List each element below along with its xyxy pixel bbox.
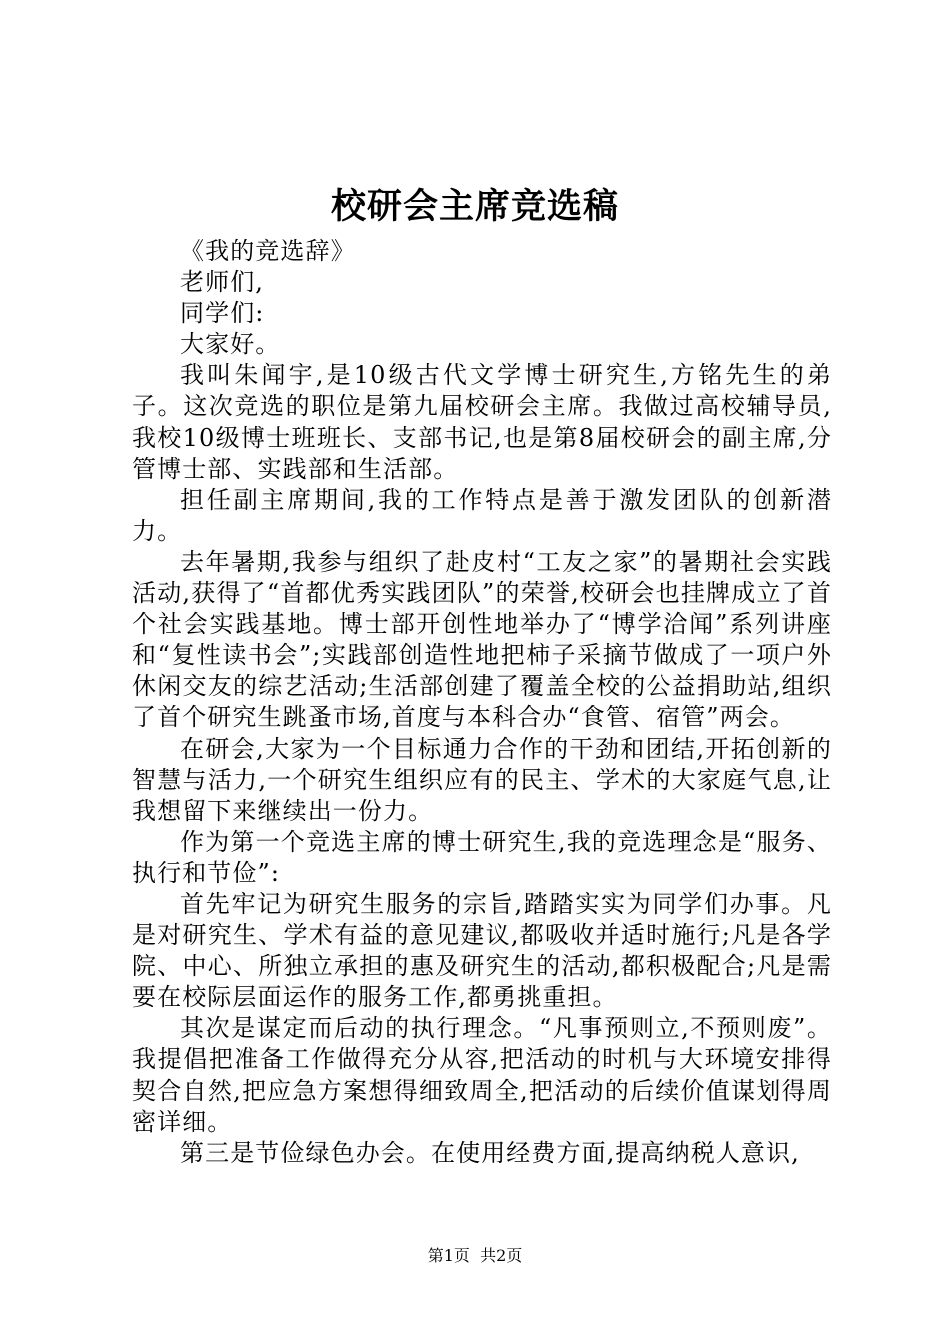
paragraph-achievements: 去年暑期,我参与组织了赴皮村“工友之家”的暑期社会实践活动,获得了“首都优秀实践团队”的荣誉,校研会也挂牌成立了首个社会实践基地。博士部开创性地举办了“博学洽闻”系列讲座和“复性读书会”;实践部创造性地把柿子采摘节做成了一项户外休闲交友的综艺活动;生活部创建了覆盖全校的公益捐助站,组织了首个研究生跳蚤市场,首度与本科合办“食管、宿管”两会。 xyxy=(132,547,832,732)
document-body xyxy=(132,236,832,1169)
page-number: 第1页 xyxy=(427,1246,470,1265)
paragraph-introduction: 我叫朱闻宇,是10级古代文学博士研究生,方铭先生的弟子。这次竞选的职位是第九届校研会主席。我做过高校辅导员,我校10级博士班班长、支部书记,也是第8届校研会的副主席,分管博士部、实践部和生活部。 xyxy=(132,361,832,483)
paragraph-service: 首先牢记为研究生服务的宗旨,踏踏实实为同学们办事。凡是对研究生、学术有益的意见建议,都吸收并适时施行;凡是各学院、中心、所独立承担的惠及研究生的活动,都积极配合;凡是需要在校际层面运作的服务工作,都勇挑重担。 xyxy=(132,889,832,1012)
paragraph-frugality: 第三是节俭绿色办会。在使用经费方面,提高纳税人意识, xyxy=(180,1138,800,1167)
paragraph-execution: 其次是谋定而后动的执行理念。“凡事预则立,不预则废”。我提倡把准备工作做得充分从容,把活动的时机与大环境安排得契合自然,把应急方案想得细致周全,把活动的后续价值谋划得周密详细。 xyxy=(132,1014,832,1136)
page-total: 共2页 xyxy=(480,1246,523,1265)
paragraph-greeting-students: 同学们: xyxy=(180,299,265,328)
paragraph-motivation: 在研会,大家为一个目标通力合作的干劲和团结,开拓创新的智慧与活力,一个研究生组织应有的民主、学术的大家庭气息,让我想留下来继续出一份力。 xyxy=(132,734,832,825)
paragraph-heading: 《我的竞选辞》 xyxy=(180,237,356,265)
paragraph-greeting-teachers: 老师们, xyxy=(180,268,265,297)
paragraph-greeting-all: 大家好。 xyxy=(180,330,281,359)
paragraph-work-style: 担任副主席期间,我的工作特点是善于激发团队的创新潜力。 xyxy=(132,485,832,545)
page-footer xyxy=(0,1244,950,1268)
document-title: 校研会主席竞选稿 xyxy=(330,186,619,227)
paragraph-philosophy: 作为第一个竞选主席的博士研究生,我的竞选理念是“服务、执行和节俭”: xyxy=(132,827,832,887)
